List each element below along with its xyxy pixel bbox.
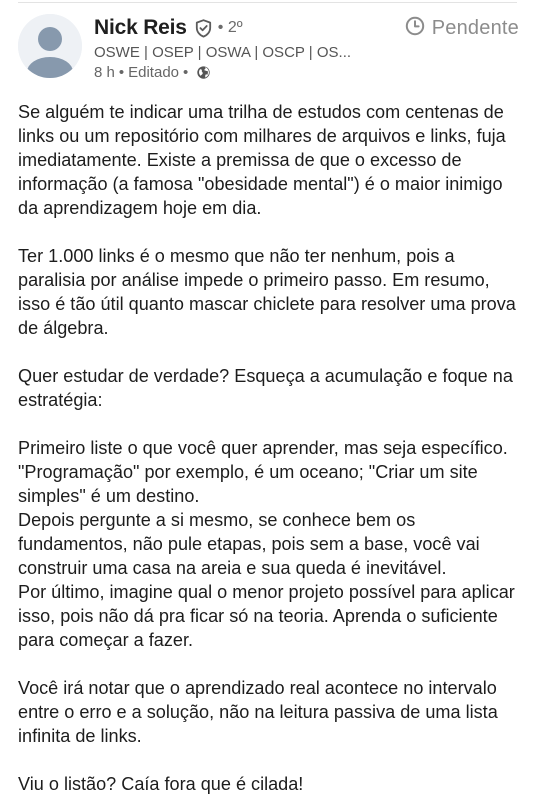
post-time: 8 h [94,64,115,81]
post-paragraph: Se alguém te indicar uma trilha de estudos com centenas de links ou um repositório com milhares de arquivos e links, fuja imediatamente. Existe a premissa de que o excesso de informação (a famosa "obesidade mental") é o maior inimigo da aprendizagem hoje em dia. [18,102,506,218]
connection-degree: • 2º [217,19,243,36]
top-divider [18,2,517,3]
pending-label: Pendente [431,16,519,39]
meta-separator: • [183,64,189,81]
post-meta [94,63,394,82]
author-name-row [94,14,394,42]
post-paragraph: Depois pergunte a si mesmo, se conhece bem os fundamentos, não pule etapas, pois sem a base, você vai construir uma casa na areia e sua queda é inevitável. [18,510,480,578]
edited-label: Editado [128,64,179,81]
post-paragraph: Viu o listão? Caía fora que é cilada! [18,774,304,794]
author-headline: OSWE | OSEP | OSWA | OSCP | OS... [94,44,352,61]
author-name[interactable]: Nick Reis [94,16,187,39]
pending-button[interactable] [405,14,519,42]
default-avatar-icon [18,14,82,78]
verified-shield-icon [195,19,212,38]
post-paragraph: Por último, imagine qual o menor projeto possível para aplicar isso, pois não dá pra ficar só na teoria. Aprenda o suficiente para começar a fazer. [18,582,515,650]
post-paragraph: Primeiro liste o que você quer aprender, mas seja específico. "Programação" por exemplo, é um oceano; "Criar um site simples" é um destino. [18,438,508,506]
globe-icon [196,65,211,80]
clock-icon [405,16,425,41]
author-avatar[interactable] [18,14,82,78]
post-paragraph: Quer estudar de verdade? Esqueça a acumulação e foque na estratégia: [18,366,513,410]
post-paragraph: Você irá notar que o aprendizado real acontece no intervalo entre o erro e a solução, não na leitura passiva de uma lista infinita de links. [18,678,498,746]
post-paragraph: Ter 1.000 links é o mesmo que não ter nenhum, pois a paralisia por análise impede o primeiro passo. Em resumo, isso é tão útil quanto mascar chiclete para resolver uma prova de álgebra. [18,246,516,338]
author-identity [94,14,394,82]
post-body [18,100,523,796]
post-header [18,14,519,86]
meta-separator: • [118,64,125,81]
